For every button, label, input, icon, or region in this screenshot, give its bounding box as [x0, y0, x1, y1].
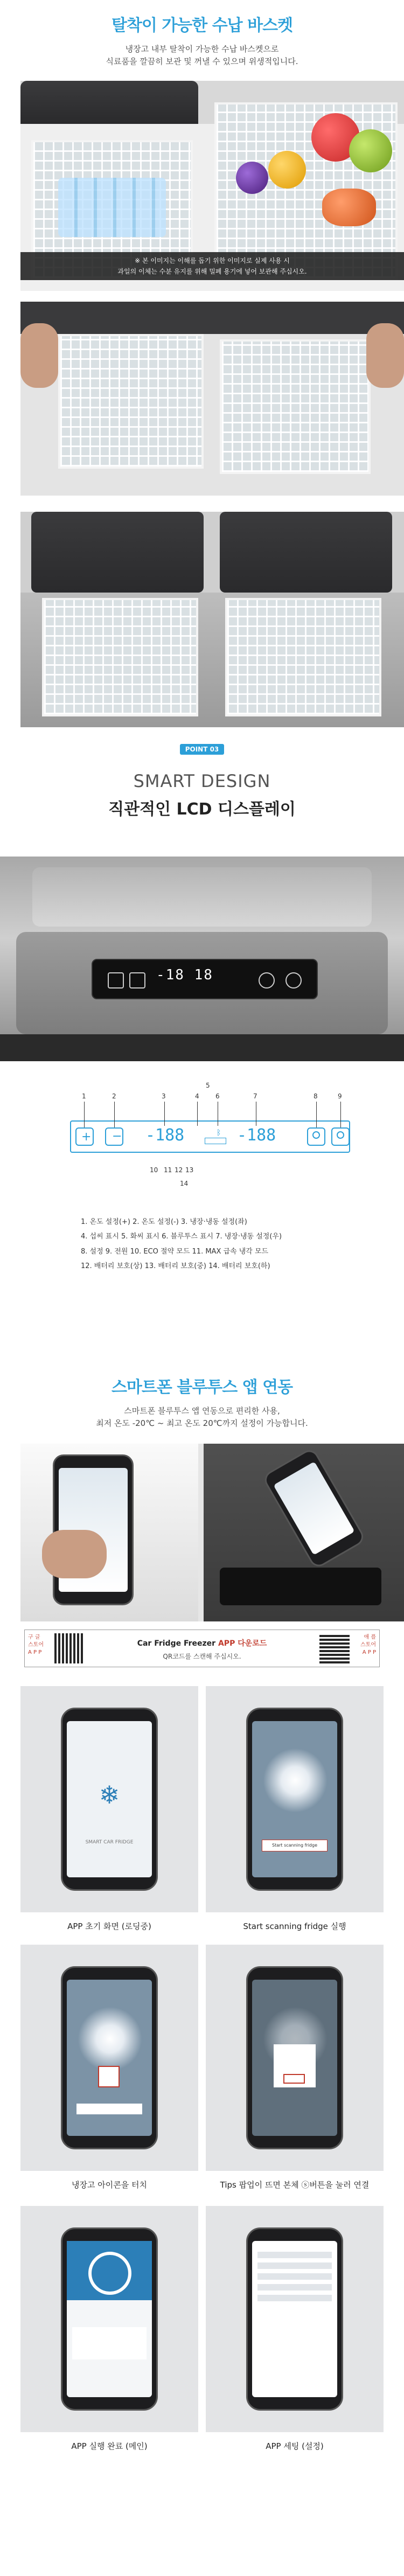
- caption-3: 냉장고 아이콘을 터치: [72, 2180, 147, 2190]
- callout-4: 4: [195, 1092, 199, 1100]
- app-title: 스마트폰 블루투스 앱 연동: [111, 1378, 293, 1397]
- fridge-icon[interactable]: [98, 2066, 120, 2087]
- lcd-right: -188: [237, 1126, 276, 1145]
- app-screen-touch-icon: [20, 1945, 198, 2171]
- heading-ko: 직관적인 LCD 디스플레이: [108, 800, 296, 819]
- apple-qr-code[interactable]: [319, 1633, 350, 1663]
- app-screen-scan: [206, 1686, 384, 1912]
- callout-14: 14: [180, 1180, 189, 1187]
- callout-2: 2: [112, 1092, 116, 1100]
- callout-5: 5: [206, 1082, 210, 1089]
- temperature-gauge: [88, 2252, 131, 2295]
- callout-12: 12: [175, 1166, 183, 1174]
- battery-icon: [205, 1138, 226, 1144]
- lcd-left: -188: [145, 1126, 185, 1145]
- display-photo: -18 18: [0, 857, 404, 1061]
- heading-en: SMART DESIGN: [133, 771, 271, 791]
- callout-3: 3: [162, 1092, 166, 1100]
- settings-button-diagram: [307, 1127, 325, 1146]
- scan-button[interactable]: Start scanning fridge: [262, 1840, 328, 1851]
- basket-photo-bottom: [20, 512, 404, 727]
- legend-line-4: 12. 배터리 보호(상) 13. 배터리 보호(중) 14. 배터리 보호(하): [81, 1262, 270, 1270]
- app-desc-1: 스마트폰 블루투스 앱 연동으로 편리한 사용,: [124, 1406, 280, 1416]
- basket-photo-top: [20, 81, 404, 291]
- callout-11: 11: [164, 1166, 172, 1174]
- snowflake-icon: ❄: [99, 1780, 120, 1809]
- basket-desc-1: 냉장고 내부 탈착이 가능한 수납 바스켓으로: [125, 44, 279, 54]
- app-screen-splash: [20, 1686, 198, 1912]
- legend-line-3: 8. 설정 9. 전원 10. ECO 절약 모드 11. MAX 급속 냉각 모드: [81, 1247, 269, 1256]
- callout-9: 9: [338, 1092, 342, 1100]
- bluetooth-icon: ᛒ: [217, 1129, 221, 1137]
- download-link[interactable]: APP 다운로드: [218, 1639, 267, 1648]
- callout-1: 1: [82, 1092, 86, 1100]
- app-desc-2: 최저 온도 -20℃ ~ 최고 온도 20℃까지 설정이 가능합니다.: [96, 1418, 308, 1429]
- app-screen-settings: [206, 2206, 384, 2432]
- basket-photo-middle: [20, 302, 404, 496]
- power-button-diagram: [331, 1127, 350, 1146]
- callout-10: 10: [150, 1166, 158, 1174]
- basket-notice-2: 과일의 이체는 수분 유지를 위해 밀폐 용기에 넣어 보관해 주십시오.: [117, 268, 307, 275]
- download-prefix: Car Fridge Freezer: [137, 1639, 218, 1648]
- basket-desc-2: 식료품을 깔끔히 보관 및 꺼낼 수 있으며 위생적입니다.: [106, 57, 298, 67]
- splash-text: SMART CAR FRIDGE: [85, 1840, 134, 1845]
- app-screen-tips: [206, 1945, 384, 2171]
- tips-connect-button[interactable]: [283, 2074, 305, 2084]
- caption-1: APP 초기 화면 (로딩중): [67, 1921, 151, 1931]
- display-section: [0, 733, 404, 1363]
- point-label: POINT 03: [180, 744, 225, 755]
- apple-store-label: 애 플 스토어 A P P: [360, 1634, 376, 1655]
- plus-button-diagram: +: [75, 1127, 94, 1146]
- legend-line-1: 1. 온도 설정(+) 2. 온도 설정(-) 3. 냉장·냉동 설정(좌): [81, 1218, 247, 1226]
- display-legend: [81, 1215, 329, 1273]
- app-screen-main: [20, 2206, 198, 2432]
- caption-6: APP 세팅 (설정): [266, 2441, 324, 2451]
- download-bar: [24, 1630, 380, 1667]
- qr-note: QR코드를 스캔해 주십시오.: [163, 1653, 241, 1660]
- legend-line-2: 4. 섭씨 표시 5. 화씨 표시 6. 블루투스 표시 7. 냉장·냉동 설정(우): [81, 1233, 282, 1241]
- callout-8: 8: [314, 1092, 318, 1100]
- basket-section: [0, 0, 404, 733]
- callout-6: 6: [215, 1092, 220, 1100]
- display-diagram: [54, 1077, 356, 1190]
- google-qr-code[interactable]: [54, 1633, 85, 1663]
- caption-2: Start scanning fridge 실행: [243, 1921, 346, 1931]
- app-section: [0, 1363, 404, 2576]
- caption-4: Tips 팝업이 뜨면 본체 ⓢ버튼을 눌러 연결: [220, 2180, 370, 2190]
- minus-button-diagram: −: [105, 1127, 123, 1146]
- basket-title: 탈착이 가능한 수납 바스켓: [111, 16, 293, 35]
- app-photo: [20, 1444, 404, 1621]
- google-store-label: 구 글 스토어 A P P: [28, 1634, 44, 1655]
- callout-13: 13: [185, 1166, 194, 1174]
- caption-5: APP 실행 완료 (메인): [71, 2441, 148, 2451]
- callout-7: 7: [253, 1092, 257, 1100]
- basket-notice-1: ※ 본 이미지는 이해를 돕기 위한 이미지로 실제 사용 시: [135, 257, 290, 264]
